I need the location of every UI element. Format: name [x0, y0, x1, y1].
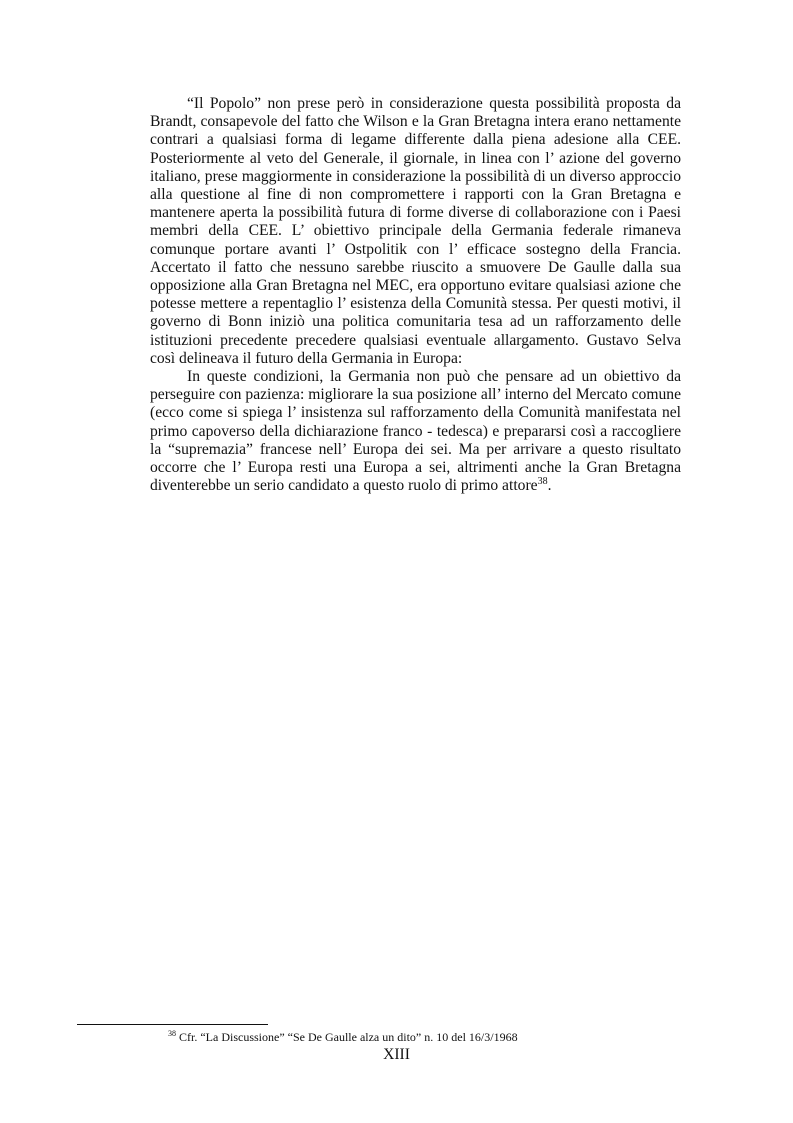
footnote-reference[interactable]: 38 [537, 476, 548, 488]
footnote-separator [77, 1024, 268, 1025]
paragraph-1 [150, 95, 681, 368]
footnote-number: 38 [168, 1029, 176, 1038]
page-number: XIII [383, 1046, 410, 1063]
paragraph-2-text: In queste condizioni, la Germania non può che pensare ad un obiettivo da perseguire con pazienza: migliorare la sua posizione all’ interno del Mercato comune (ecco come si spiega l’ insistenza sul rafforzamento della Comunità manifestata nel primo capoverso della dichiarazione franco - tedesca) e prepararsi così a raccogliere la “supremazia” francese nell’ Europa dei sei. Ma per arrivare a questo risultato occorre che l’ Europa resti una Europa a sei, altrimenti anche la Gran Bretagna diventerebbe un serio candidato a questo ruolo di primo attore [150, 368, 681, 495]
footnote-text: Cfr. “La Discussione” “Se De Gaulle alza un dito” n. 10 del 16/3/1968 [179, 1030, 518, 1044]
paragraph-2 [150, 368, 681, 495]
paragraph-2-end-punctuation: . [547, 477, 552, 495]
paragraph-1-text: “Il Popolo” non prese però in considerazione questa possibilità proposta da Brandt, consapevole del fatto che Wilson e la Gran Bretagna intera erano nettamente contrari a qualsiasi forma di legame differente dalla piena adesione alla CEE. Posteriormente al veto del Generale, il giornale, in linea con l’ azione del governo italiano, prese maggiormente in considerazione la possibilità di un diverso approccio alla questione al fine di non compromettere i rapporti con la Gran Bretagna e mantenere aperta la possibilità futura di forme diverse di collaborazione con i Paesi membri della CEE. L’ obiettivo principale della Germania federale rimaneva comunque portare avanti l’ Ostpolitik con l’ efficace sostegno della Francia. Accertato il fatto che nessuno sarebbe riuscito a smuovere De Gaulle dalla sua opposizione alla Gran Bretagna nel MEC, era opportuno evitare qualsiasi azione che potesse mettere a repentaglio l’ esistenza della Comunità stessa. Per questi motivi, il governo di Bonn iniziò una politica comunitaria tesa ad un rafforzamento delle istituzioni precedente precedere qualsiasi eventuale allargamento. Gustavo Selva così delineava il futuro della Germania in Europa: [150, 95, 681, 367]
footnote [168, 1030, 688, 1044]
body-text [150, 95, 681, 495]
